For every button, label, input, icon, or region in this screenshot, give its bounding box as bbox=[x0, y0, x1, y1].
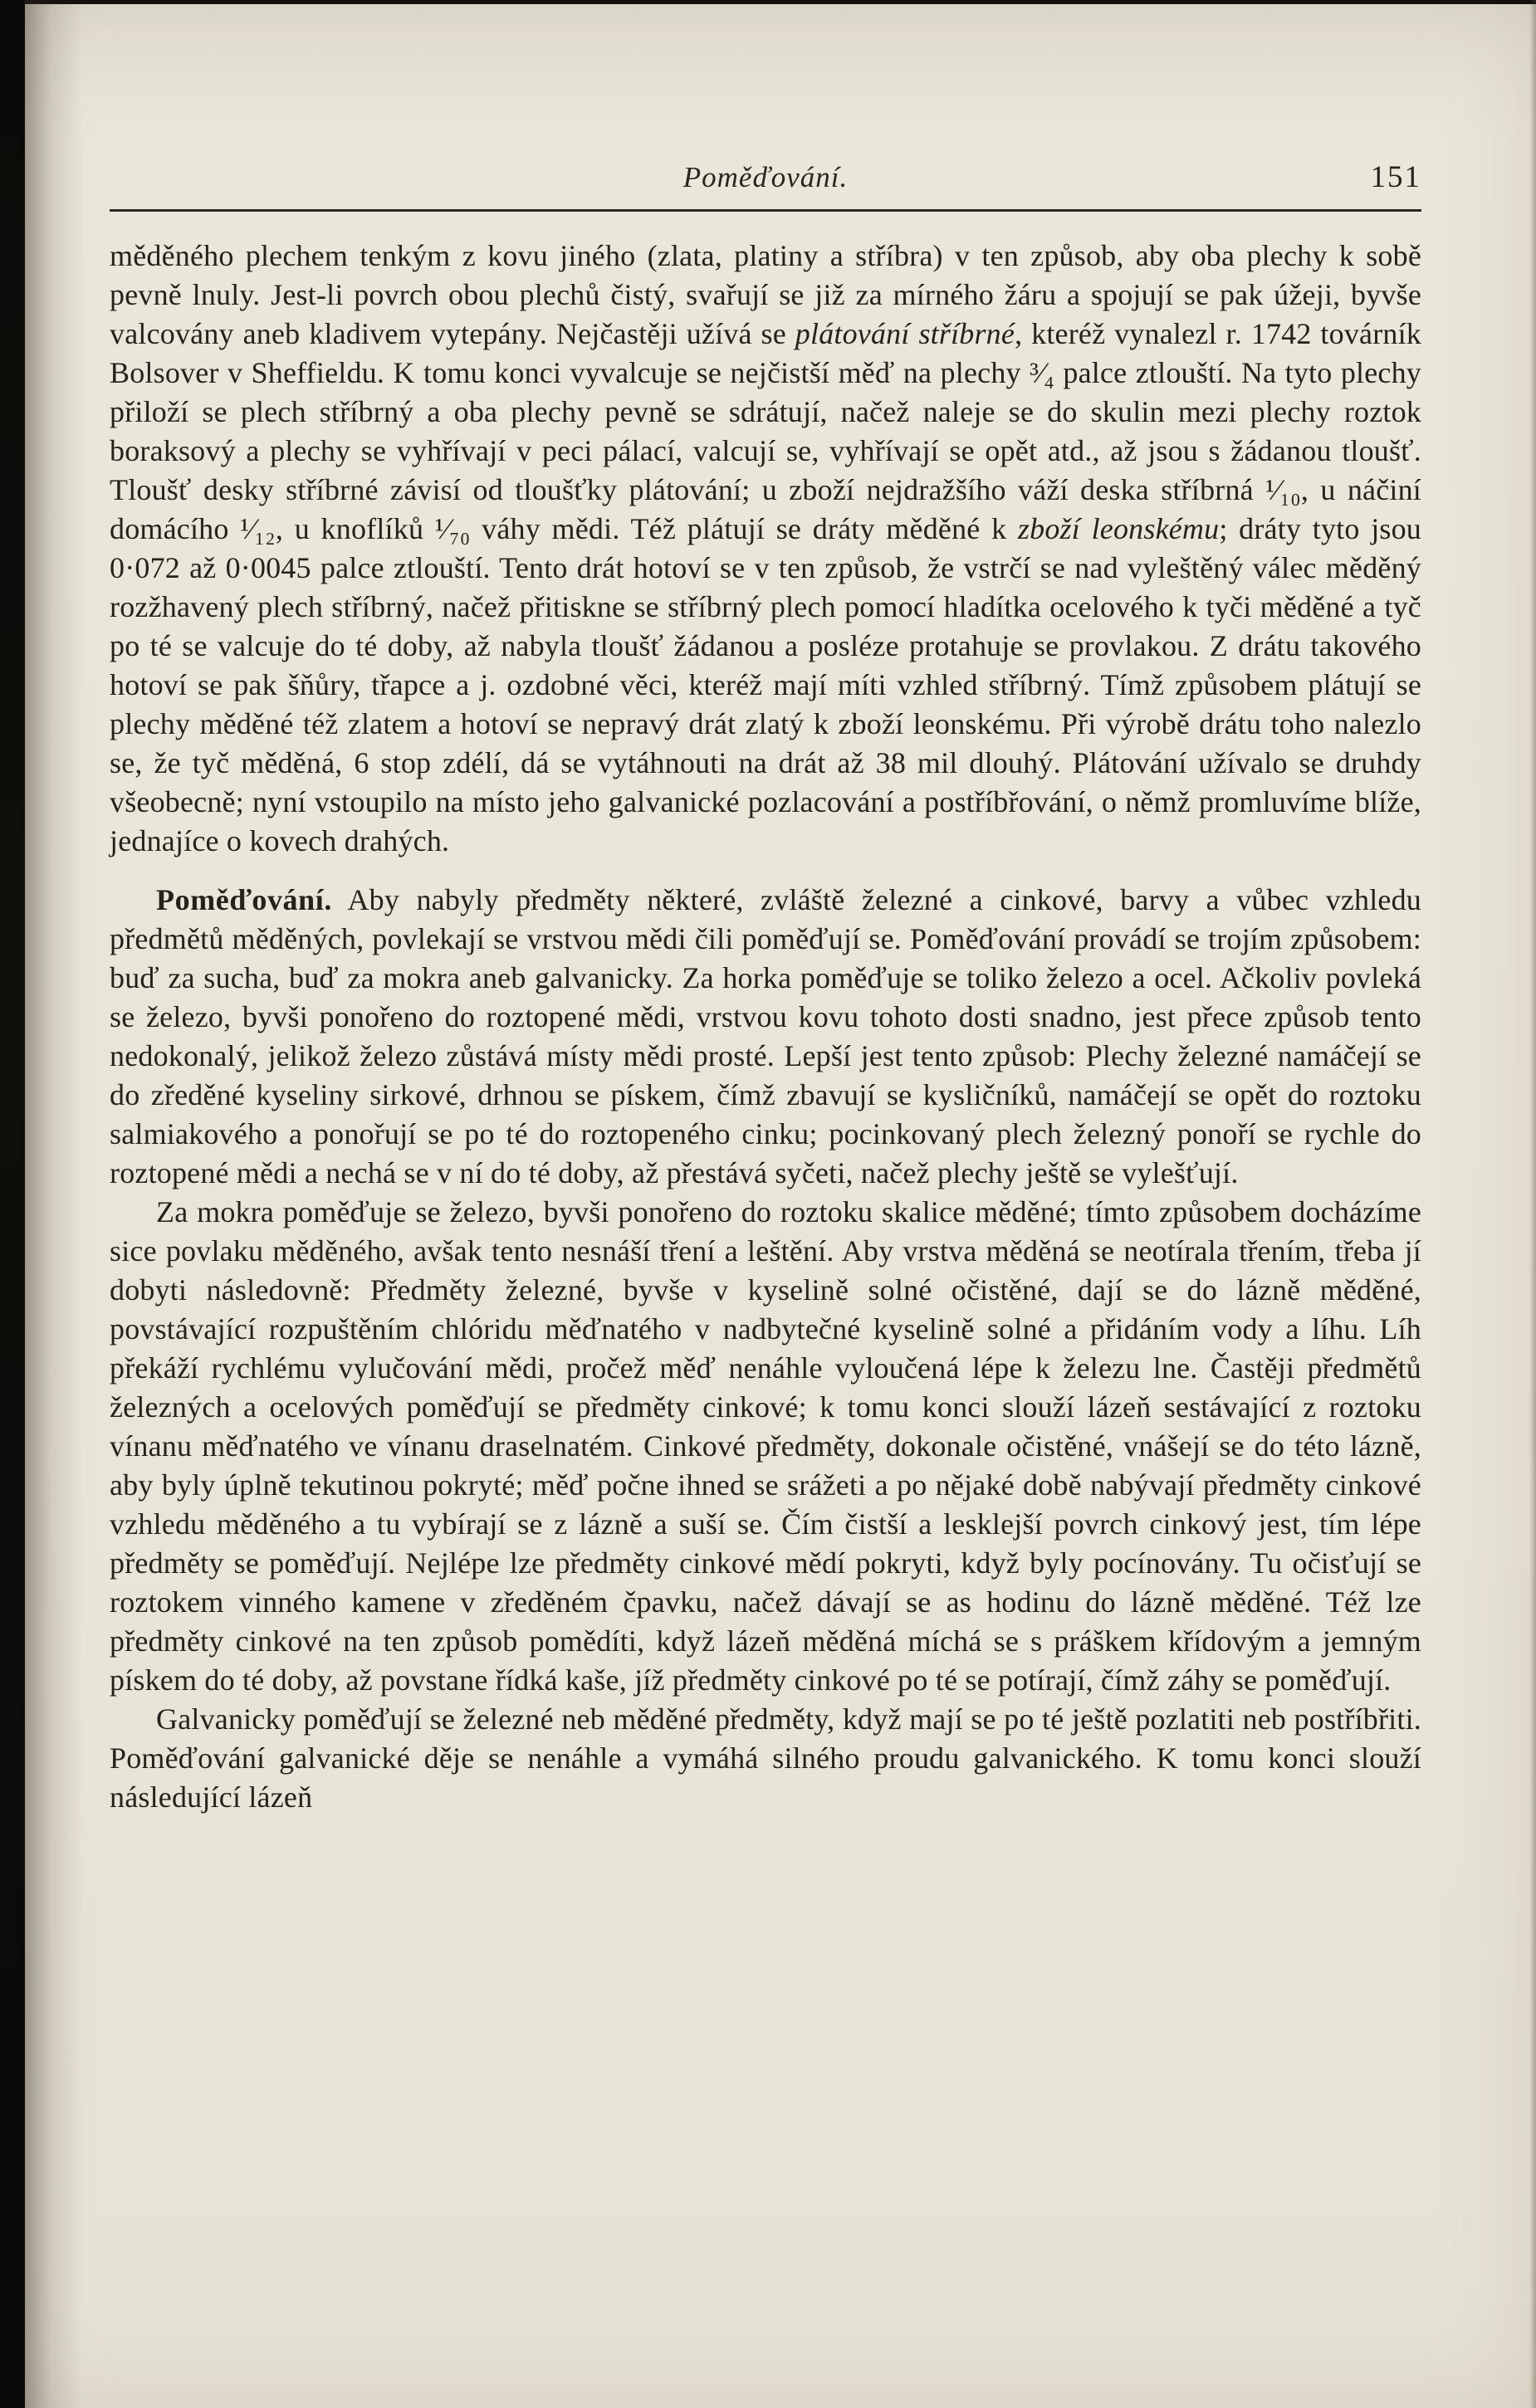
text-segment: Za mokra poměďuje se železo, byvši ponořeno do roztoku skalice měděné; tímto způsobem docházíme sice povlaku měděného, avšak tento nesnáší tření a leštění. Aby vrstva měděná se neotírala třením, třeba jí dobyti následovně: Předměty železné, byvše v kyselině solné očistěné, dají se do lázně měděné, povstávající rozpuštěním chlóridu měďnatého v nadbytečné kyselině solné a přidáním vody a líhu. Líh překáží rychlému vylučování mědi, pročež měď nenáhle vyloučená lépe k železu lne. Častěji předmětů železných a ocelových poměďují se předměty cinkové; k tomu konci slouží lázeň sestávající z roztoku vínanu měďnatého ve vínanu draselnatém. Cinkové předměty, dokonale očistěné, vnášejí se do této lázně, aby byly úplně tekutinou pokryté; měď počne ihned se srážeti a po nějaké době nabývají předměty cinkové vzhledu měděného a tu vybírají se z lázně a suší se. Čím čistší a lesklejší povrch cinkový jest, tím lépe předměty se poměďují. Nejlépe lze předměty cinkové mědí pokryti, když byly pocínovány. Tu očisťují se roztokem vinného kamene v zředěném čpavku, načež dávají se as hodinu do lázně měděné. Též lze předměty cinkové na ten způsob pomědíti, když lázeň měděná míchá se s práškem křídovým a jemným pískem do té doby, až povstane řídká kaše, jíž předměty cinkové po té se potírají, čímž záhy se poměďují. bbox=[110, 1195, 1421, 1697]
header-page-cell bbox=[848, 159, 1421, 196]
scan-edge-right bbox=[1529, 0, 1536, 2408]
page-number: 151 bbox=[1370, 160, 1421, 194]
running-header bbox=[110, 159, 1421, 196]
text-segment: měděného plechem tenkým z kovu jiného (zlata, platiny a stříbra) v ten způsob, aby oba plechy k sobě pevně lnuly. Jest-li povrch obou plechů čistý, svařují se již za mírného žáru a spojují se pak úžeji, byvše valcovány aneb kladivem vytepány. Nejčastěji užívá se bbox=[110, 239, 1421, 350]
text-segment: Aby nabyly předměty některé, zvláště železné a cinkové, barvy a vůbec vzhledu předmětů měděných, povlekají se vrstvou mědi čili poměďují se. Poměďování provádí se trojím způsobem: buď za sucha, buď za mokra aneb galvanicky. Za horka poměďuje se toliko železo a ocel. Ačkoliv povleká se železo, byvši ponořeno do roztopené mědi, vrstvou kovu tohoto dosti snadno, jest přece způsob tento nedokonalý, jelikož železo zůstává místy mědi prosté. Lepší jest tento způsob: Plechy železné namáčejí se do zředěné kyseliny sirkové, drhnou se pískem, čímž zbavují se kysličníků, namáčejí se opět do roztoku salmiakového a ponořují se po té do roztopeného cinku; pocinkovaný plech železný ponoří se rychle do roztopené mědi a nechá se v ní do té doby, až přestává syčeti, načež plechy ještě se vylešťují. bbox=[110, 883, 1421, 1189]
header-rule bbox=[110, 209, 1421, 212]
text-segment: plátování stříbrné bbox=[795, 317, 1015, 350]
text-segment: zboží leonskému bbox=[1017, 512, 1220, 545]
book-binding-edge bbox=[0, 0, 25, 2408]
text-segment: ; dráty tyto jsou 0·072 až 0·0045 palce ztlouští. Tento drát hotoví se v ten způsob, že vstrčí se nad vyleštěný válec měděný rozžhavený plech stříbrný, načež přitiskne se stříbrný plech pomocí hladítka ocelového k tyči měděné a tyč po té se valcuje do té doby, až nabyla tloušť žádanou a posléze protahuje se provlakou. Z drátu takového hotoví se pak šňůry, třapce a j. ozdobné věci, kteréž mají míti vzhled stříbrný. Tímž způsobem plátují se plechy měděné též zlatem a hotoví se nepravý drát zlatý k zboží leonskému. Při výrobě drátu toho nalezlo se, že tyč měděná, 6 stop zdélí, dá se vytáhnouti na drát až 38 mil dlouhý. Plátování užívalo se druhdy všeobecně; nyní vstoupilo na místo jeho galvanické pozlacování a postříbřování, o němž promluvíme blíže, jednajíce o kovech drahých. bbox=[110, 512, 1422, 857]
paragraph-za-mokra bbox=[110, 1193, 1421, 1700]
binding-shadow bbox=[25, 0, 83, 2408]
paragraph-pomedovani-section bbox=[110, 881, 1421, 1193]
text-segment: Poměďování. bbox=[156, 883, 332, 916]
page-content bbox=[110, 0, 1421, 1817]
running-title: Poměďování. bbox=[682, 161, 849, 193]
paragraph-continuation bbox=[110, 237, 1421, 861]
text-segment: , kteréž vynalezl r. 1742 továrník Bolsover v Sheffieldu. K tomu konci vyvalcuje se nejčistší měď na plechy ³⁄₄ palce ztlouští. Na tyto plechy přiloží se plech stříbrný a oba plechy pevně se sdrátují, načež naleje se do skulin mezi plechy roztok boraksový a plechy se vyhřívají v peci pálací, valcují se, vyhřívají se opět atd., až jsou s žádanou tloušť. Tloušť desky stříbrné závisí od tloušťky plátování; u zboží nejdražšího váží deska stříbrná ¹⁄₁₀, u náčiní domácího ¹⁄₁₂, u knoflíků ¹⁄₇₀ váhy mědi. Též plátují se dráty měděné k bbox=[110, 317, 1422, 545]
paragraph-galvanicky bbox=[110, 1700, 1421, 1817]
text-block bbox=[110, 237, 1421, 1817]
text-segment: Galvanicky poměďují se železné neb měděné předměty, když mají se po té ještě pozlatiti neb postříbřiti. Poměďování galvanické děje se nenáhle a vymáhá silného proudu galvanického. K tomu konci slouží následující lázeň bbox=[110, 1702, 1421, 1814]
